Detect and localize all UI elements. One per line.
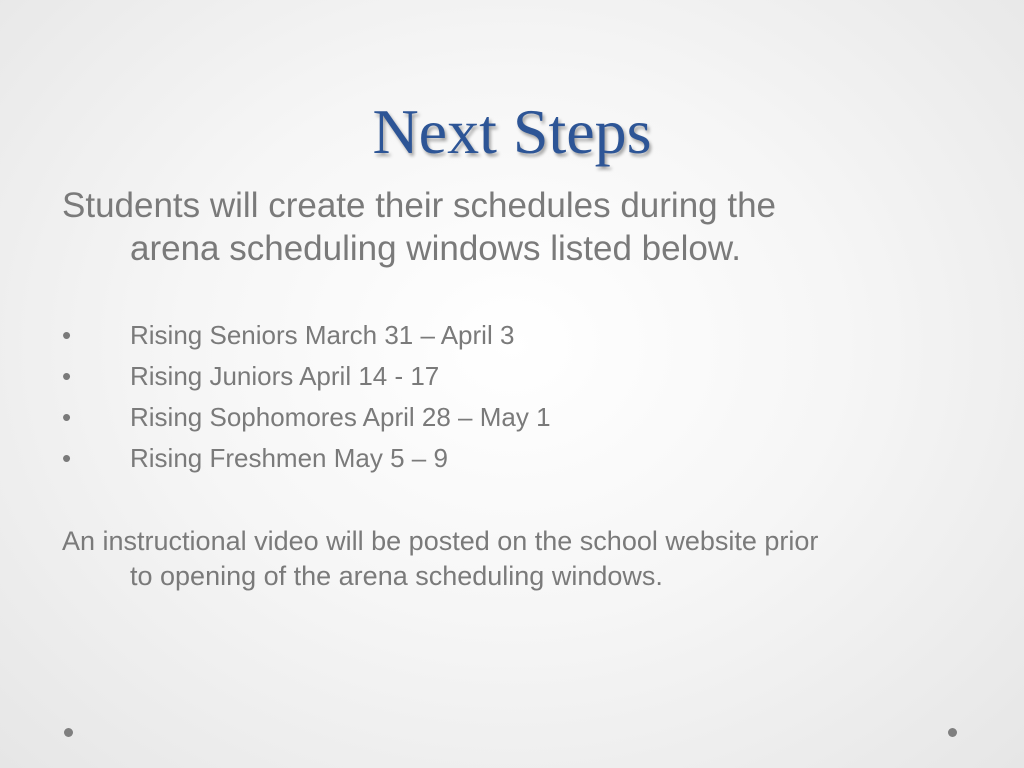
- list-item-text: Rising Sophomores April 28 – May 1: [130, 402, 551, 432]
- list-item-text: Rising Freshmen May 5 – 9: [130, 443, 448, 473]
- intro-line-1: Students will create their schedules during the: [62, 186, 777, 225]
- bullet-icon: •: [62, 320, 72, 350]
- list-item: [62, 356, 551, 397]
- list-item-text: Rising Seniors March 31 – April 3: [130, 320, 515, 350]
- bullet-icon: •: [62, 443, 72, 473]
- outro-line-1: An instructional video will be posted on the school website prior: [62, 526, 819, 556]
- list-item: [62, 397, 551, 438]
- list-item: [62, 438, 551, 479]
- slide-title: Next Steps: [372, 96, 652, 167]
- list-item-text: Rising Juniors April 14 - 17: [130, 361, 440, 391]
- intro-paragraph: [62, 184, 962, 270]
- outro-line-2: to opening of the arena scheduling windows.: [130, 561, 663, 591]
- schedule-window-list: [62, 315, 551, 479]
- outro-paragraph: [62, 524, 962, 594]
- bullet-icon: •: [62, 361, 72, 391]
- list-item: [62, 315, 551, 356]
- intro-line-2: arena scheduling windows listed below.: [130, 229, 741, 268]
- bullet-icon: •: [62, 402, 72, 432]
- corner-dot-left-icon: [64, 728, 73, 737]
- corner-dot-right-icon: [948, 728, 957, 737]
